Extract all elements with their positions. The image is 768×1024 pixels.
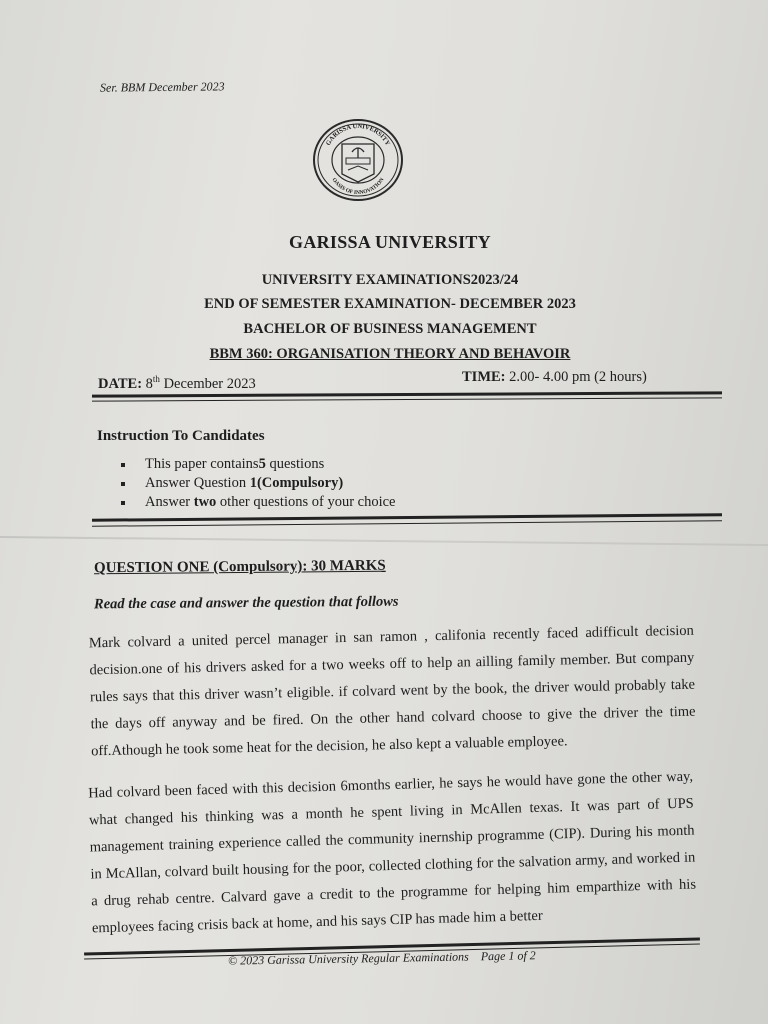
case-paragraph-2: Had colvard been faced with this decision 6months earlier, he says he would have gone the other way, what changed his thinking was a month he spent living in McAllen texas. It was part of UPS management training experience called the community inernship programme (CIP). During his month in McAllan, colvard built housing for the poor, collected clothing for the salvation army, and worked in a drug rehab centre. Calvard gave a credit to the programme for helping him emparthize with his employees facing crisis back at home, and his says CIP has made him a better	[87, 768, 697, 937]
instruction-item: Answer two other questions of your choice	[118, 493, 396, 512]
exam-time	[462, 369, 647, 386]
question-one-title: QUESTION ONE (Compulsory): 30 MARKS	[93, 557, 386, 577]
paper-fold-crease	[0, 536, 768, 546]
time-label: TIME:	[462, 369, 506, 385]
date-day: 8	[145, 375, 153, 392]
case-paragraph-1: Mark colvard a united percel manager in san ramon , califonia recently faced adifficult decision decision.one of his drivers asked for a two weeks off to help an ailling family member. But company rules says that this driver wasn’t eligible. if colvard went by the book, the driver would probably take the days off anyway and be fired. On the other hand colvard choose to give the driver the time off.Athough he took some heat for the decision, he also kept a valuable employee.	[88, 622, 696, 760]
date-label: DATE:	[98, 375, 143, 392]
instruction-item: This paper contains5 questions	[118, 455, 396, 474]
header-divider-thin	[92, 397, 722, 401]
date-rest: December 2023	[163, 375, 256, 392]
exam-session: UNIVERSITY EXAMINATIONS2023/24	[261, 272, 519, 288]
university-seal-icon	[312, 118, 404, 202]
time-value: 2.00- 4.00 pm (2 hours)	[509, 369, 647, 385]
exam-date	[98, 374, 256, 393]
instructions-divider-thin	[92, 520, 722, 526]
date-suffix: th	[152, 374, 160, 384]
seal-ring-text-top: GARISSA UNIVERSITY	[324, 122, 392, 147]
series-label: Ser. BBM December 2023	[99, 79, 225, 95]
instructions-heading: Instruction To Candidates	[97, 428, 265, 444]
question-one-prompt: Read the case and answer the question that follows	[93, 593, 399, 613]
instructions-list	[118, 455, 396, 512]
course-title: BBM 360: ORGANISATION THEORY AND BEHAVOIR	[209, 346, 571, 362]
footer-page-number: Page 1 of 2	[480, 948, 536, 964]
university-name: GARISSA UNIVERSITY	[289, 232, 491, 252]
page-footer	[228, 948, 536, 968]
seal-ring-text-bottom: OASIS OF INNOVATION	[330, 177, 386, 197]
programme-name: BACHELOR OF BUSINESS MANAGEMENT	[243, 321, 537, 337]
svg-text:OASIS OF INNOVATION	[330, 177, 385, 196]
footer-copyright: © 2023 Garissa University Regular Examinations	[227, 949, 469, 968]
semester-line: END OF SEMESTER EXAMINATION- DECEMBER 2023	[204, 296, 576, 312]
instruction-item: Answer Question 1(Compulsory)	[118, 474, 396, 493]
